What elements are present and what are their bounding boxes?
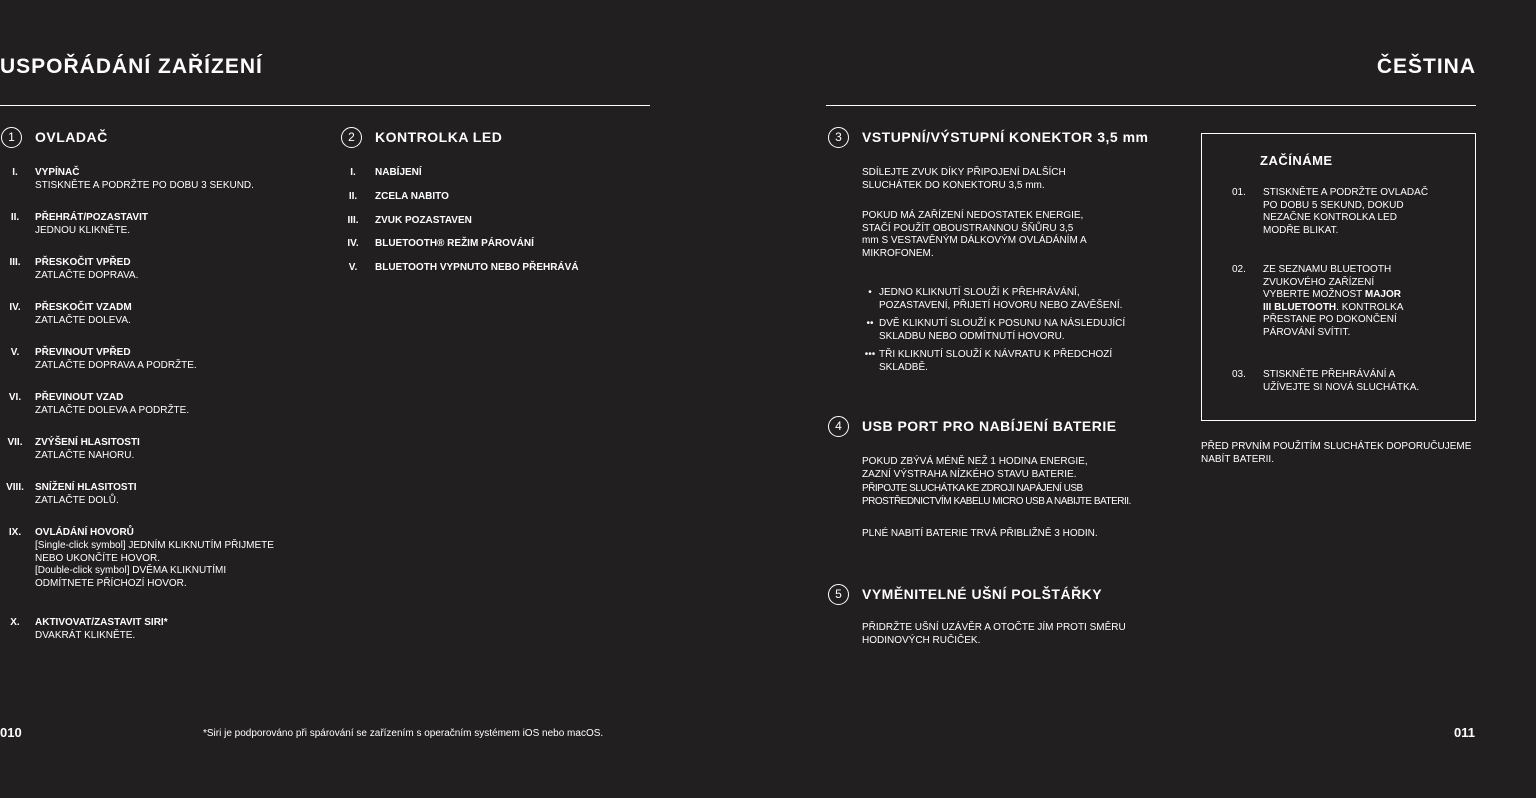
section-1-title: OVLADAČ	[35, 129, 108, 145]
step-text	[1263, 264, 1403, 339]
item-text: STISKNĚTE A PODRŽTE PO DOBU 3 SEKUND.	[35, 180, 254, 191]
roman-numeral: VI.	[8, 392, 22, 403]
triple-click-icon: •••	[864, 349, 876, 360]
step-number: 02.	[1232, 264, 1246, 275]
section-4-title: USB PORT PRO NABÍJENÍ BATERIE	[862, 418, 1117, 434]
item-title: VYPÍNAČ	[35, 167, 80, 178]
getting-started-box	[1201, 133, 1476, 421]
bullet-text: TŘI KLIKNUTÍ SLOUŽÍ K NÁVRATU K PŘEDCHOZÍ SKLADBĚ.	[879, 349, 1113, 373]
roman-numeral: V.	[348, 262, 358, 273]
right-page-title: ČEŠTINA	[1376, 55, 1476, 78]
roman-numeral: IV.	[347, 238, 359, 249]
section-3-title: VSTUPNÍ/VÝSTUPNÍ KONEKTOR 3,5 mm	[862, 129, 1149, 145]
roman-numeral: VII.	[7, 437, 23, 448]
roman-numeral: X.	[10, 617, 20, 628]
single-click-icon: •	[868, 287, 872, 298]
section-2-number: 2	[341, 127, 362, 148]
roman-numeral: IV.	[9, 302, 21, 313]
item-title: BLUETOOTH VYPNUTO NEBO PŘEHRÁVÁ	[375, 262, 579, 273]
roman-numeral: VIII.	[6, 482, 24, 493]
double-click-icon: ••	[866, 318, 874, 329]
charge-note: PŘED PRVNÍM POUŽITÍM SLUCHÁTEK DOPORUČUJEME NABÍT BATERII.	[1201, 441, 1472, 465]
step-number: 03.	[1232, 369, 1246, 380]
item-text: ZATLAČTE DOLEVA A PODRŽTE.	[35, 405, 190, 416]
connector-paragraph-2: POKUD MÁ ZAŘÍZENÍ NEDOSTATEK ENERGIE, STAČÍ POUŽÍT OBOUSTRANNOU ŠŇŮRU 3,5 mm S VESTAVĚNÝM DÁLKOVÝM OVLÁDÁNÍM A MIKROFONEM.	[862, 210, 1087, 259]
step-text: STISKNĚTE A PODRŽTE OVLADAČ PO DOBU 5 SEKUND, DOKUD NEZAČNE KONTROLKA LED MODŘE BLIKAT.	[1263, 187, 1429, 236]
getting-started-title: ZAČÍNÁME	[1260, 153, 1333, 168]
roman-numeral: IX.	[8, 527, 22, 538]
item-title: SNÍŽENÍ HLASITOSTI	[35, 482, 137, 493]
section-2-title: KONTROLKA LED	[375, 129, 503, 145]
left-page-title: USPOŘÁDÁNÍ ZAŘÍZENÍ	[0, 55, 263, 78]
roman-numeral: V.	[10, 347, 20, 358]
right-page-number: 011	[1454, 725, 1475, 740]
item-title: PŘEVINOUT VZAD	[35, 392, 124, 403]
bullet-text: DVĚ KLIKNUTÍ SLOUŽÍ K POSUNU NA NÁSLEDUJÍCÍ SKLADBU NEBO ODMÍTNUTÍ HOVORU.	[879, 318, 1126, 342]
roman-numeral: III.	[9, 257, 21, 268]
left-header-rule	[0, 105, 650, 106]
item-title: PŘESKOČIT VZADM	[35, 302, 132, 313]
item-title: ZVUK POZASTAVEN	[375, 215, 472, 226]
item-title: PŘEHRÁT/POZASTAVIT	[35, 212, 148, 223]
item-text: ZATLAČTE DOLEVA.	[35, 315, 131, 326]
item-title: ZCELA NABITO	[375, 191, 449, 202]
step-text-part: . KONTROLKA PŘESTANE PO DOKONČENÍ PÁROVÁNÍ SVÍTIT.	[1263, 301, 1404, 338]
step-text-bold: MAJOR III BLUETOOTH	[1263, 289, 1401, 313]
connector-paragraph-1: SDÍLEJTE ZVUK DÍKY PŘIPOJENÍ DALŠÍCH SLUCHÁTEK DO KONEKTORU 3,5 mm.	[862, 167, 1066, 191]
step-text-part: ZE SEZNAMU BLUETOOTH ZVUKOVÉHO ZAŘÍZENÍ VYBERTE MOŽNOST	[1263, 264, 1392, 300]
roman-numeral: I.	[12, 167, 18, 178]
roman-numeral: II.	[348, 191, 358, 202]
roman-numeral: I.	[350, 167, 356, 178]
section-5-title: VYMĚNITELNÉ UŠNÍ POLŠTÁŘKY	[862, 586, 1103, 602]
left-page-number: 010	[0, 725, 22, 740]
section-5-number: 5	[828, 584, 849, 605]
item-text: ZATLAČTE DOLŮ.	[35, 495, 119, 506]
item-title: ZVÝŠENÍ HLASITOSTI	[35, 437, 140, 448]
usb-paragraph-2: PŘIPOJTE SLUCHÁTKA KE ZDROJI NAPÁJENÍ USB PROSTŘEDNICTVÍM KABELU MICRO USB A NABIJTE BATERII.	[862, 483, 1131, 507]
item-title: PŘESKOČIT VPŘED	[35, 257, 131, 268]
item-text: [Single-click symbol] JEDNÍM KLIKNUTÍM PŘIJMETE NEBO UKONČÍTE HOVOR. [Double-click symbol] DVĚMA KLIKNUTÍMI ODMÍTNETE PŘÍCHOZÍ HOVOR.	[35, 540, 274, 589]
earpads-text: PŘIDRŽTE UŠNÍ UZÁVĚR A OTOČTE JÍM PROTI SMĚRU HODINOVÝCH RUČIČEK.	[862, 622, 1126, 646]
item-title: BLUETOOTH® REŽIM PÁROVÁNÍ	[375, 238, 534, 249]
roman-numeral: III.	[347, 215, 359, 226]
siri-footnote: *Siri je podporováno při spárování se zařízením s operačním systémem iOS nebo macOS.	[203, 728, 604, 739]
bullet-text: JEDNO KLIKNUTÍ SLOUŽÍ K PŘEHRÁVÁNÍ, POZASTAVENÍ, PŘIJETÍ HOVORU NEBO ZAVĚŠENÍ.	[879, 287, 1123, 311]
step-text: STISKNĚTE PŘEHRÁVÁNÍ A UŽÍVEJTE SI NOVÁ SLUCHÁTKA.	[1263, 369, 1420, 393]
step-number: 01.	[1232, 187, 1246, 198]
section-4-number: 4	[828, 416, 849, 437]
item-title: PŘEVINOUT VPŘED	[35, 347, 131, 358]
item-text: ZATLAČTE DOPRAVA A PODRŽTE.	[35, 360, 197, 371]
roman-numeral: II.	[10, 212, 20, 223]
section-3-number: 3	[828, 127, 849, 148]
item-text: DVAKRÁT KLIKNĚTE.	[35, 630, 136, 641]
right-header-rule	[826, 105, 1476, 106]
section-1-number: 1	[1, 127, 22, 148]
usb-paragraph-3: PLNÉ NABITÍ BATERIE TRVÁ PŘIBLIŽNĚ 3 HODIN.	[862, 528, 1098, 539]
item-title: OVLÁDÁNÍ HOVORŮ	[35, 527, 134, 538]
item-title: AKTIVOVAT/ZASTAVIT SIRI*	[35, 617, 168, 628]
item-title: NABÍJENÍ	[375, 167, 422, 178]
usb-paragraph-1: POKUD ZBÝVÁ MÉNĚ NEŽ 1 HODINA ENERGIE, ZAZNÍ VÝSTRAHA NÍZKÉHO STAVU BATERIE.	[862, 456, 1088, 480]
item-text: JEDNOU KLIKNĚTE.	[35, 225, 131, 236]
item-text: ZATLAČTE NAHORU.	[35, 450, 135, 461]
item-text: ZATLAČTE DOPRAVA.	[35, 270, 139, 281]
